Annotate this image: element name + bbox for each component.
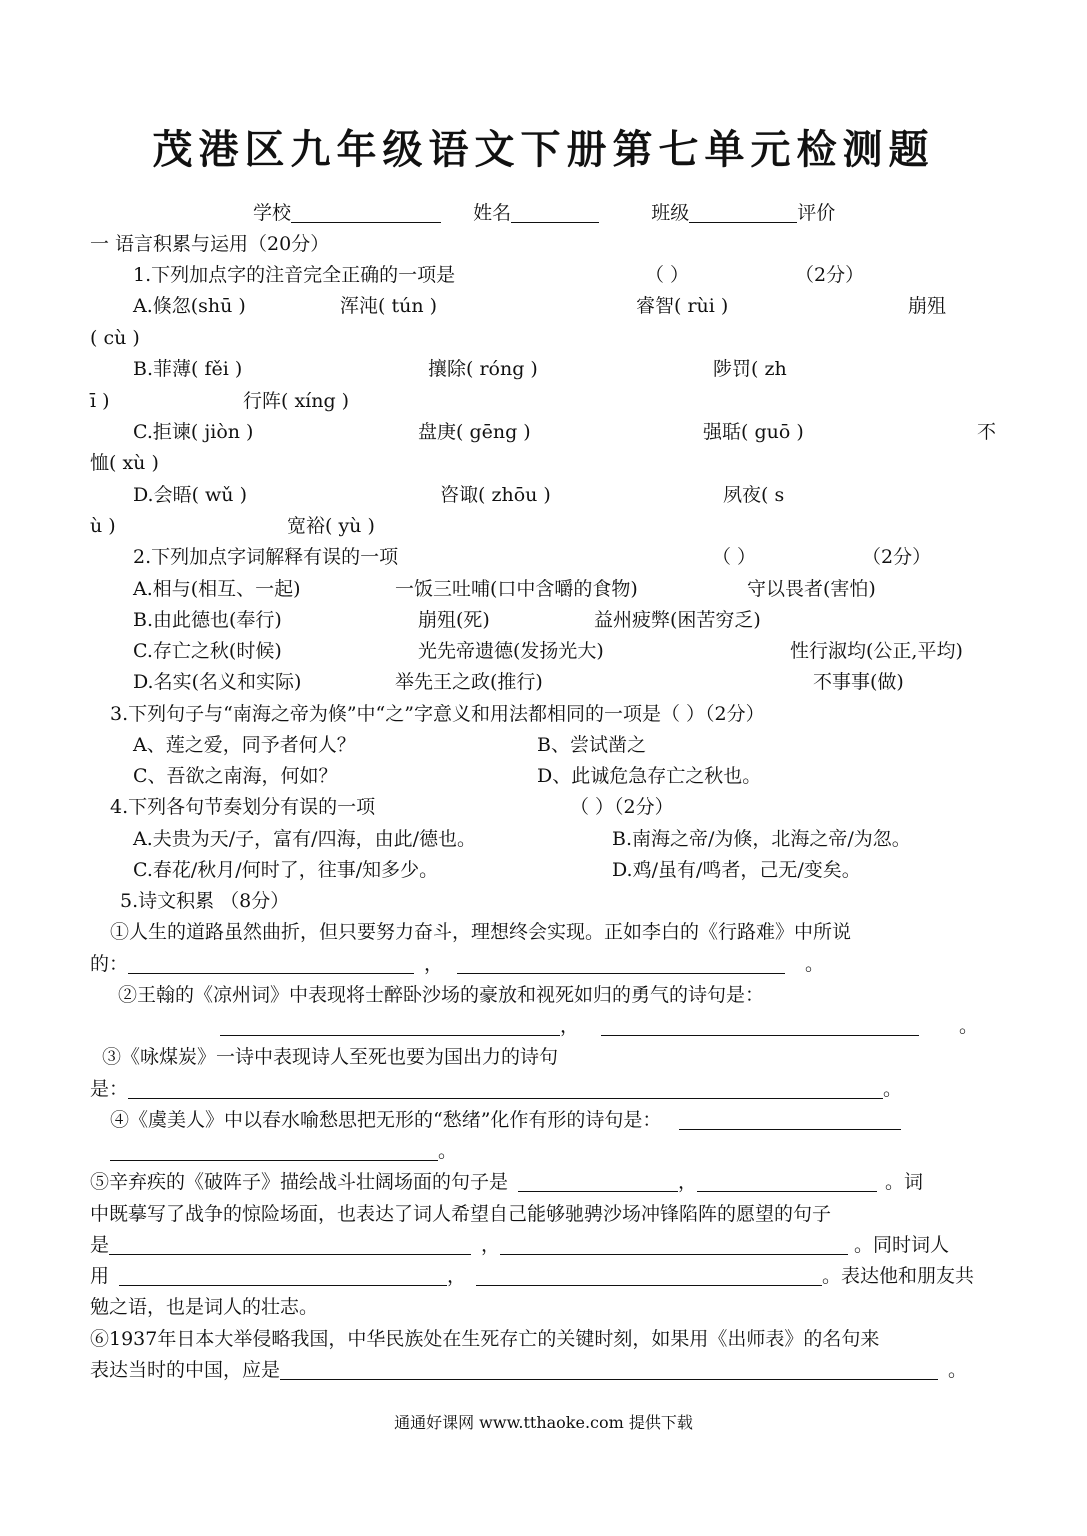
q2-d1: D.名实(名义和实际) bbox=[133, 671, 302, 693]
q1-b3: 陟罚( zh bbox=[713, 358, 787, 380]
period: 。 bbox=[883, 1078, 903, 1100]
q1-d1: D.会晤( wǔ ) bbox=[133, 484, 248, 506]
q1-c5: 恤( xù ) bbox=[90, 452, 159, 474]
comma: ， bbox=[678, 1171, 698, 1193]
q1-d2: 咨诹( zhōu ) bbox=[440, 484, 551, 506]
q5-i5-line4 bbox=[90, 1263, 974, 1289]
answer-blank bbox=[128, 1078, 883, 1099]
q5-i1a: ①人生的道路虽然曲折，但只要努力奋斗，理想终会实现。正如李白的《行路难》中所说 bbox=[110, 921, 852, 943]
q1-score: （2分） bbox=[795, 264, 865, 286]
q5-i3a: ③《咏煤炭》一诗中表现诗人至死也要为国出力的诗句 bbox=[102, 1046, 559, 1068]
q2-a3: 守以畏者(害怕) bbox=[747, 578, 876, 600]
q5-i5-line3 bbox=[90, 1232, 949, 1258]
q5-i6a: ⑥1937年日本大举侵略我国，中华民族处在生死存亡的关键时刻，如果用《出师表》的名句来 bbox=[90, 1328, 880, 1350]
q4-d: D.鸡/虽有/鸣者，己无/变矣。 bbox=[612, 859, 861, 881]
q1-c2: 盘庚( gēng ) bbox=[418, 421, 531, 443]
answer-blank bbox=[476, 1265, 822, 1286]
q5-i5b: 。词 bbox=[885, 1171, 924, 1193]
q2-stem: 2.下列加点字词解释有误的一项 bbox=[133, 546, 399, 568]
q5-i3-line bbox=[90, 1076, 902, 1102]
q5-i5c: 中既摹写了战争的惊险场面，也表达了词人希望自己能够驰骋沙场冲锋陷阵的愿望的句子 bbox=[90, 1203, 832, 1225]
q1-c3: 强聒( guō ) bbox=[703, 421, 804, 443]
q5-i4-line bbox=[110, 1107, 901, 1133]
school-blank bbox=[291, 202, 441, 223]
answer-blank bbox=[109, 1234, 471, 1255]
q5-i3b: 是： bbox=[90, 1078, 129, 1100]
q4-stem: 4.下列各句节奏划分有误的一项 bbox=[110, 796, 376, 818]
q1-c4: 不 bbox=[977, 421, 997, 443]
q1-c1: C.拒谏( jiòn ) bbox=[133, 421, 254, 443]
q5-i2a: ②王翰的《凉州词》中表现将士醉卧沙场的豪放和视死如归的勇气的诗句是： bbox=[118, 984, 765, 1006]
q4-b: B.南海之帝/为倏，北海之帝/为忽。 bbox=[612, 828, 911, 850]
q2-b2: 崩殂(死) bbox=[418, 609, 490, 631]
q3-d: D、此诚危急存亡之秋也。 bbox=[537, 765, 762, 787]
q2-a2: 一饭三吐哺(口中含嚼的食物) bbox=[395, 578, 638, 600]
q2-b1: B.由此德也(奉行) bbox=[133, 609, 282, 631]
answer-blank bbox=[697, 1171, 877, 1192]
q2-score: （2分） bbox=[862, 546, 932, 568]
name-blank bbox=[511, 202, 599, 223]
q5-i2-line bbox=[220, 1013, 978, 1039]
q5-i6-line bbox=[90, 1357, 967, 1383]
q5-i5f: 用 bbox=[90, 1265, 110, 1287]
q5-i5e: 。同时词人 bbox=[854, 1234, 950, 1256]
q4-paren: （ ）（2分） bbox=[570, 796, 674, 818]
q1-a3: 睿智( rùi ) bbox=[636, 295, 729, 317]
answer-blank bbox=[280, 1359, 938, 1380]
answer-blank bbox=[679, 1109, 901, 1130]
q5-i5g: 。表达他和朋友共 bbox=[822, 1265, 975, 1287]
q1-b5: 行阵( xíng ) bbox=[243, 390, 350, 412]
q2-d3: 不事事(做) bbox=[813, 671, 904, 693]
rating-label: 评价 bbox=[797, 202, 836, 224]
q1-d3: 夙夜( s bbox=[723, 484, 785, 506]
name-label: 姓名 bbox=[473, 202, 512, 224]
q1-b4: ī ) bbox=[90, 390, 110, 412]
q1-d5: 宽裕( yù ) bbox=[287, 515, 375, 537]
comma: ， bbox=[481, 1234, 501, 1256]
q5-i5-line bbox=[90, 1169, 923, 1195]
q5-i4-line2 bbox=[110, 1138, 457, 1164]
period: 。 bbox=[948, 1359, 968, 1381]
q3-b: B、尝试凿之 bbox=[537, 734, 646, 756]
answer-blank bbox=[220, 1015, 560, 1036]
period: 。 bbox=[438, 1140, 458, 1162]
q1-a5: ( cù ) bbox=[90, 327, 140, 349]
q5-i5a: ⑤辛弃疾的《破阵子》描绘战斗壮阔场面的句子是 bbox=[90, 1171, 509, 1193]
q2-c1: C.存亡之秋(时候) bbox=[133, 640, 282, 662]
q4-a: A.夫贵为天/子，富有/四海，由此/德也。 bbox=[133, 828, 476, 850]
class-blank bbox=[689, 202, 797, 223]
q4-c: C.春花/秋月/何时了，往事/知多少。 bbox=[133, 859, 439, 881]
q3-a: A、莲之爱，同予者何人？ bbox=[133, 734, 356, 756]
class-label: 班级 bbox=[651, 202, 690, 224]
q5-i1-line bbox=[90, 951, 824, 977]
header-row bbox=[253, 200, 835, 226]
q5-i5h: 勉之语，也是词人的壮志。 bbox=[90, 1296, 319, 1318]
school-label: 学校 bbox=[253, 202, 292, 224]
q1-a4: 崩殂 bbox=[908, 295, 947, 317]
period: 。 bbox=[959, 1015, 979, 1037]
q2-a1: A.相与(相互、一起) bbox=[133, 578, 301, 600]
q5-i6b: 表达当时的中国，应是 bbox=[90, 1359, 281, 1381]
q2-paren: （ ） bbox=[712, 546, 757, 568]
period: 。 bbox=[805, 953, 825, 975]
q1-paren: （ ） bbox=[645, 264, 690, 286]
q5-i4a: ④《虞美人》中以春水喻愁思把无形的“愁绪”化作有形的诗句是： bbox=[110, 1109, 662, 1131]
answer-blank bbox=[457, 953, 785, 974]
answer-blank bbox=[601, 1015, 919, 1036]
q2-c2: 光先帝遗德(发扬光大) bbox=[418, 640, 604, 662]
comma: ， bbox=[424, 953, 444, 975]
answer-blank bbox=[518, 1171, 678, 1192]
answer-blank bbox=[500, 1234, 848, 1255]
page-title: 茂港区九年级语文下册第七单元检测题 bbox=[152, 126, 935, 173]
answer-blank bbox=[119, 1265, 447, 1286]
q1-d4: ù ) bbox=[90, 515, 116, 537]
q3-c: C、吾欲之南海，何如？ bbox=[133, 765, 338, 787]
q3-stem: 3.下列句子与“南海之帝为倏”中“之”字意义和用法都相同的一项是（ ）（2分） bbox=[110, 703, 765, 725]
q2-d2: 举先王之政(推行) bbox=[395, 671, 543, 693]
q1-b2: 攘除( róng ) bbox=[428, 358, 538, 380]
q2-b3: 益州疲弊(困苦穷乏) bbox=[594, 609, 761, 631]
q1-a2: 浑沌( tún ) bbox=[340, 295, 438, 317]
answer-blank bbox=[110, 1140, 438, 1161]
q1-stem: 1.下列加点字的注音完全正确的一项是 bbox=[133, 264, 456, 286]
q5-stem: 5.诗文积累 （8分） bbox=[120, 890, 290, 912]
q2-c3: 性行淑均(公正,平均) bbox=[790, 640, 963, 662]
q5-i5d: 是 bbox=[90, 1234, 110, 1256]
answer-blank bbox=[128, 953, 414, 974]
comma: ， bbox=[560, 1015, 580, 1037]
section-heading: 一 语言积累与运用（20分） bbox=[90, 233, 330, 255]
q1-b1: B.菲薄( fěi ) bbox=[133, 358, 243, 380]
footer-text: 通通好课网 www.tthaoke.com 提供下载 bbox=[394, 1413, 693, 1432]
comma: ， bbox=[447, 1265, 467, 1287]
q1-a1: A.倏忽(shū ) bbox=[133, 295, 246, 317]
q5-i1b: 的： bbox=[90, 953, 129, 975]
